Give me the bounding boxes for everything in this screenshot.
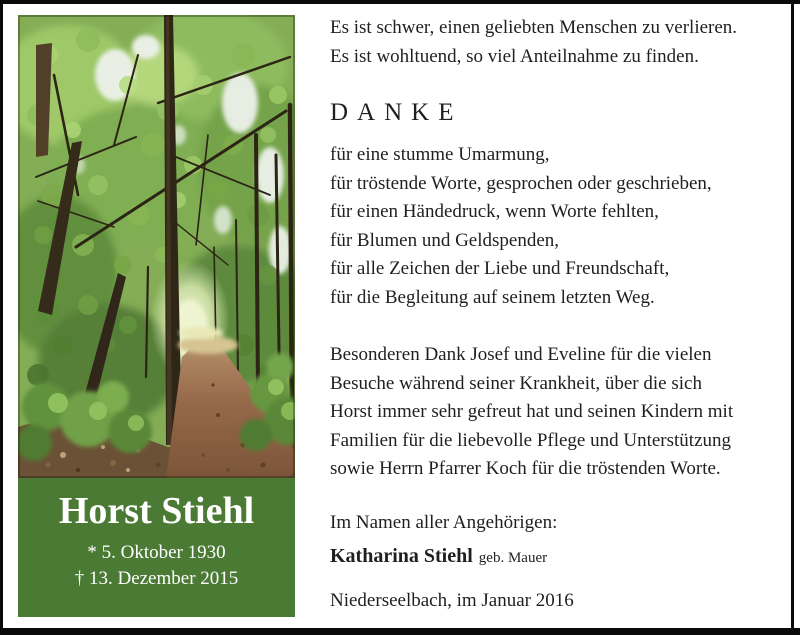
notice-text-column [330,0,795,635]
intro-text [330,13,737,71]
deceased-name: Horst Stiehl [58,490,255,532]
thanks-line: für Blumen und Geldspenden, [330,229,560,251]
signature-name: Katharina Stiehl [330,545,473,567]
scan-border-left [0,0,3,635]
signature-birthname: geb. Mauer [478,550,548,566]
special-thanks-paragraph [330,341,733,484]
thanks-line: für alle Zeichen der Liebe und Freundschaft, [330,258,670,279]
thanks-line: für eine stumme Umarmung, [330,144,550,165]
special-thanks-line: Besuche während seiner Krankheit, über die sich [330,372,702,394]
in-name-of-text: Im Namen aller Angehörigen: [330,512,558,533]
thanks-line: für tröstende Worte, gesprochen oder geschrieben, [330,172,712,194]
intro-line: Es ist wohltuend, so viel Anteilnahme zu finden. [330,46,699,67]
birth-date: * 5. Oktober 1930 [87,542,226,563]
forest-path-photo [18,15,295,478]
signature-line [330,545,547,568]
memorial-name-box [18,478,295,617]
special-thanks-line: sowie Herrn Pfarrer Koch für die tröstenden Worte. [330,458,721,479]
special-thanks-line: Horst immer sehr gefreut hat und seinen Kindern mit [330,401,734,422]
thanks-list [330,141,712,312]
danke-heading: DANKE [330,99,463,126]
place-and-date: Niederseelbach, im Januar 2016 [330,590,574,611]
special-thanks-line: Familien für die liebevolle Pflege und Unterstützung [330,429,732,451]
life-dates [18,540,295,592]
thanks-line: für die Begleitung auf seinem letzten Weg. [330,286,655,308]
death-date: † 13. Dezember 2015 [74,568,239,589]
special-thanks-line: Besonderen Dank Josef und Eveline für die vielen [330,344,712,365]
thanks-line: für einen Händedruck, wenn Worte fehlten, [330,201,659,222]
intro-line: Es ist schwer, einen geliebten Menschen zu verlieren. [330,17,738,38]
